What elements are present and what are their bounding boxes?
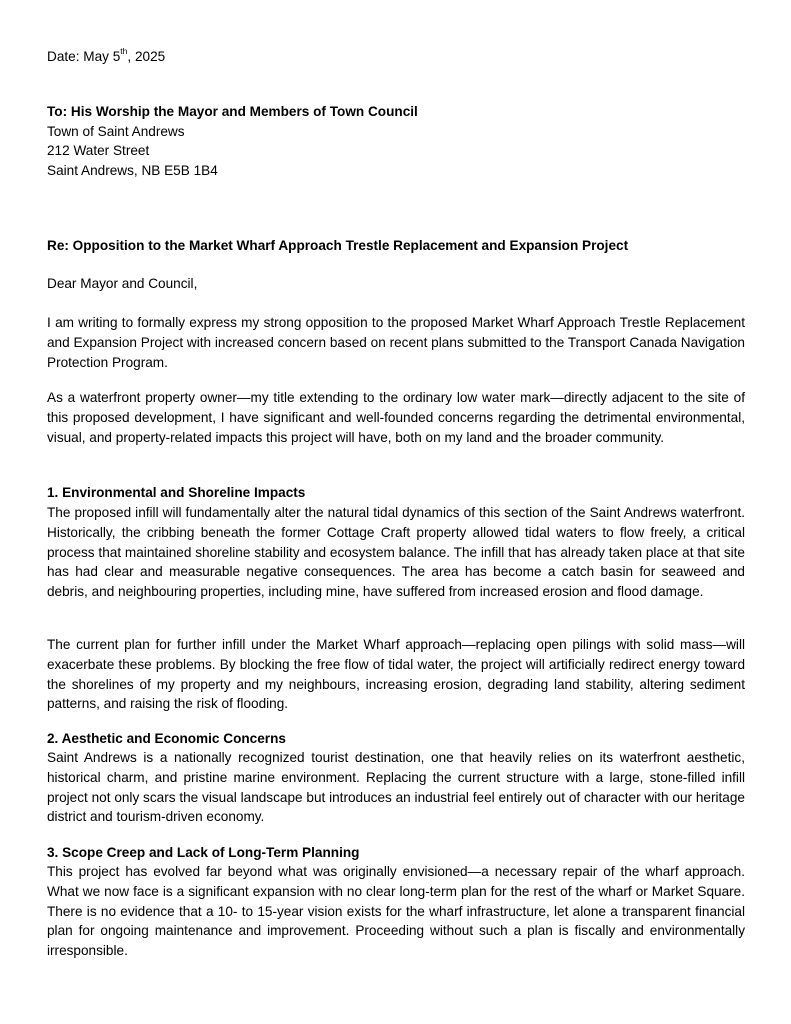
recipient-organization: Town of Saint Andrews bbox=[47, 124, 185, 139]
date-text: Date: May 5 bbox=[47, 49, 121, 64]
date-line bbox=[47, 47, 745, 67]
date-ordinal-suffix: th bbox=[120, 46, 128, 57]
subject-line: Re: Opposition to the Market Wharf Approach Trestle Replacement and Expansion Project bbox=[47, 238, 629, 253]
section-aesthetic-paragraph: Saint Andrews is a nationally recognized tourist destination, one that heavily relies on its waterfront aesthetic, historical charm, and pristine marine environment. Replacing the current structure with a large, stone-filled infill project not only scars the visual landscape but introduces an industrial feel entirely out of character with our heritage district and tourism-driven economy. bbox=[47, 750, 745, 825]
recipient-street: 212 Water Street bbox=[47, 143, 150, 158]
salutation: Dear Mayor and Council, bbox=[47, 276, 198, 291]
recipient-city: Saint Andrews, NB E5B 1B4 bbox=[47, 163, 218, 178]
recipient-to-line: To: His Worship the Mayor and Members of Town Council bbox=[47, 104, 418, 119]
date-year: , 2025 bbox=[127, 49, 166, 64]
ownership-paragraph: As a waterfront property owner—my title extending to the ordinary low water mark—directly adjacent to the site of this proposed development, I have significant and well-founded concerns regarding the detrimental environmental, visual, and property-related impacts this project will have, both on my land and the broader community. bbox=[47, 390, 745, 445]
intro-paragraph: I am writing to formally express my strong opposition to the proposed Market Wharf Approach Trestle Replacement and Expansion Project with increased concern based on recent plans submitted to the Transport Canada Navigation Protection Program. bbox=[47, 315, 745, 370]
section-environmental-paragraph-1: The proposed infill will fundamentally alter the natural tidal dynamics of this section of the Saint Andrews waterfront. Historically, the cribbing beneath the former Cottage Craft property allowed tidal waters to flow freely, a critical process that maintained shoreline stability and ecosystem balance. The infill that has already taken place at that site has had clear and measurable negative consequences. The area has become a catch basin for seaweed and debris, and neighbouring properties, including mine, have suffered from increased erosion and flood damage. bbox=[47, 505, 745, 600]
section-scope-paragraph: This project has evolved far beyond what was originally envisioned—a necessary repair of the wharf approach. What we now face is a significant expansion with no clear long-term plan for the rest of the wharf or Market Square. There is no evidence that a 10- to 15-year vision exists for the wharf infrastructure, let alone a transparent financial plan for ongoing maintenance and improvement. Proceeding without such a plan is fiscally and environmentally irresponsible. bbox=[47, 864, 745, 959]
section-heading-scope: 3. Scope Creep and Lack of Long-Term Planning bbox=[47, 845, 360, 860]
section-environmental-paragraph-2: The current plan for further infill under the Market Wharf approach—replacing open pilings with solid mass—will exacerbate these problems. By blocking the free flow of tidal water, the project will artificially redirect energy toward the shorelines of my property and my neighbours, increasing erosion, degrading land stability, altering sediment patterns, and raising the risk of flooding. bbox=[47, 637, 745, 712]
section-heading-aesthetic: 2. Aesthetic and Economic Concerns bbox=[47, 731, 286, 746]
section-heading-environmental: 1. Environmental and Shoreline Impacts bbox=[47, 485, 306, 500]
